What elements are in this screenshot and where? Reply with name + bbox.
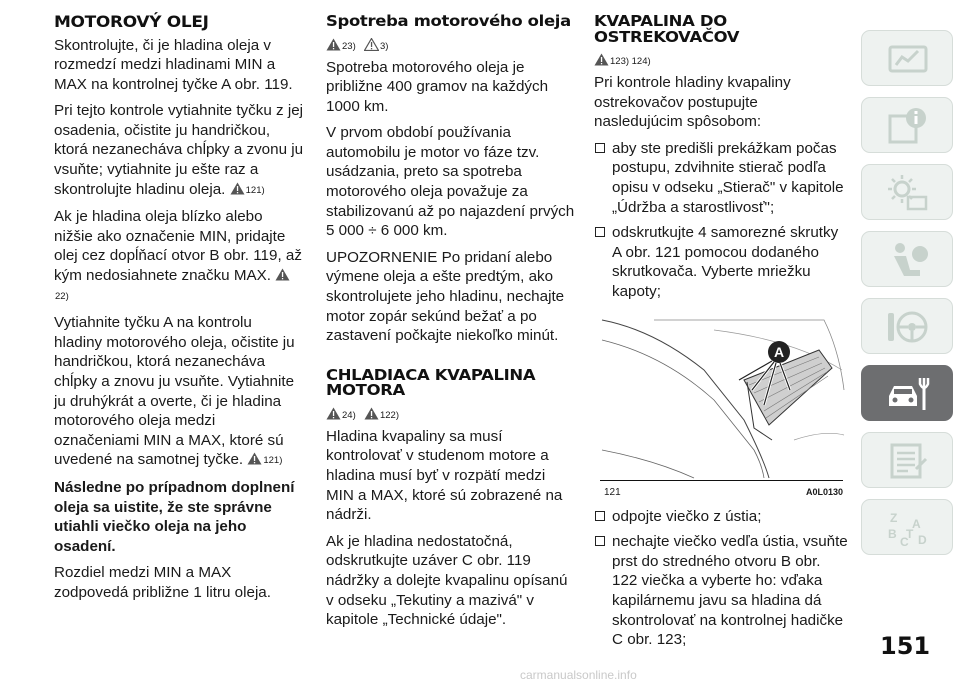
- warning-triangle-icon: [594, 53, 609, 66]
- index-letter: A: [912, 517, 921, 531]
- footnote-ref: 122): [379, 409, 399, 421]
- paragraph: Pri tejto kontrole vytiahnite tyčku z jej osadenia, očistite ju handričkou, ktorá nezanecháva chĺpky a zvonu ju vsuňte; vytiahnite ju ešte raz a skontrolujte hladinu oleja. 121): [54, 102, 304, 198]
- paragraph: Hladina kvapaliny sa musí kontrolovať v studenom motore a hladina musí byť v rozpätí medzi MIN a MAX, ktoré sú zobrazené na nádrži.: [326, 427, 563, 524]
- warning-triangle-icon: [247, 452, 262, 465]
- index-letter: C: [900, 535, 909, 548]
- figure-121-hood-grille: [594, 310, 849, 498]
- paragraph: Ak je hladina oleja blízko alebo nižšie ako označenie MIN, pridajte olej cez dopĺňací otvor B obr. 119, až kým nedosiahnete značku MAX. 22): [54, 208, 302, 302]
- column-motor-oil: [54, 14, 304, 610]
- hood-grille-illustration: [594, 310, 849, 480]
- figure-callout-label: A: [773, 343, 785, 360]
- maintenance-icon: [886, 374, 930, 414]
- figure-number: 121: [604, 486, 621, 498]
- footnote-ref: 3): [379, 40, 389, 52]
- footnote-ref: 23): [342, 40, 356, 52]
- reference-line: [326, 405, 576, 421]
- steering-icon: [886, 307, 930, 347]
- tab-dashboard[interactable]: [861, 30, 953, 86]
- index-icon: [886, 508, 930, 548]
- tab-info[interactable]: [861, 97, 953, 153]
- airbag-icon: [886, 240, 930, 280]
- checkbox-bullet-icon: [595, 511, 605, 521]
- paragraph: Rozdiel medzi MIN a MAX zodpovedá približne 1 litru oleja.: [54, 564, 271, 601]
- tab-airbag[interactable]: [861, 231, 953, 287]
- paragraph: Ak je hladina nedostatočná, odskrutkujte uzáver C obr. 119 nádržky a dolejte kvapalinu opísanú v odseku „Tekutiny a mazivá" v kapitole „Technické údaje".: [326, 532, 568, 629]
- tab-steering[interactable]: [861, 298, 953, 354]
- paragraph: Skontrolujte, či je hladina oleja v rozmedzí medzi hladinami MIN a MAX na kontrolnej tyčke A obr. 119.: [54, 36, 293, 93]
- checkbox-bullet-icon: [595, 536, 605, 546]
- index-letter: Z: [890, 511, 898, 525]
- chapter-tabs: [861, 30, 957, 566]
- info-icon: [886, 106, 930, 146]
- index-letter: B: [888, 527, 897, 541]
- list-item: aby ste predišli prekážkam počas postupu, zdvihnite stierač podľa opisu v odseku „Stierač" v kapitole „Údržba a starostlivosť";: [594, 139, 849, 217]
- index-letter: T: [906, 527, 914, 541]
- checkbox-bullet-icon: [595, 227, 605, 237]
- paragraph: Pri kontrole hladiny kvapaliny ostrekovačov postupujte nasledujúcim spôsobom:: [594, 74, 791, 131]
- figure-caption: [600, 480, 843, 498]
- section-title-washer-fluid: KVAPALINA DO OSTREKOVAČOV: [594, 12, 740, 46]
- specs-icon: [886, 441, 930, 481]
- paragraph: UPOZORNENIE Po pridaní alebo výmene oleja a ešte predtým, ako skontrolujete jeho hladinu, nechajte motor zopár sekúnd bežať a po zastavení počkajte niekoľko minút.: [326, 248, 565, 345]
- warning-lights-icon: [886, 173, 930, 213]
- warning-triangle-icon: [326, 38, 341, 51]
- warning-triangle-icon: [275, 268, 290, 281]
- warning-triangle-icon: [230, 182, 245, 195]
- footnote-ref: 121): [245, 184, 265, 196]
- list-item: nechajte viečko vedľa ústia, vsuňte prst do stredného otvoru B obr. 122 viečka a vyberte ho: vďaka kapilárnemu javu sa hladina dá skontrolovať na kontrolnej hadičke C obr. 123;: [594, 532, 849, 650]
- section-title-coolant: CHLADIACA KVAPALINA MOTORA: [326, 365, 536, 400]
- page-number: 151: [880, 632, 931, 660]
- column-washer-fluid: [594, 14, 849, 656]
- warning-triangle-icon: [326, 407, 341, 420]
- section-title-motor-oil: MOTOROVÝ OLEJ: [54, 12, 209, 31]
- list-item: odpojte viečko z ústia;: [594, 507, 849, 527]
- paragraph: Spotreba motorového oleja je približne 400 gramov na každých 1000 km.: [326, 58, 549, 115]
- tab-maintenance[interactable]: [861, 365, 953, 421]
- dashboard-icon: [886, 39, 930, 79]
- tab-warning-lights[interactable]: [861, 164, 953, 220]
- paragraph: V prvom období používania automobilu je motor vo fáze tzv. usádzania, preto sa spotreba motorového oleja považuje za stabilizovanú až po najazdení prvých 5 000 ÷ 6 000 km.: [326, 124, 575, 240]
- tab-index[interactable]: [861, 499, 953, 555]
- column-oil-consumption: [326, 14, 576, 637]
- reference-line: [326, 36, 576, 52]
- footnote-ref: 121): [263, 455, 283, 467]
- watermark: carmanualsonline.info: [520, 668, 637, 682]
- paragraph: Vytiahnite tyčku A na kontrolu hladiny motorového oleja, očistite ju handričkou, ktorá nezanecháva chĺpky a znovu ju vsuňte. Vytiahnite ju druhýkrát a overte, či je hladina motorového oleja medzi označeniami MIN a MAX, ktoré sú uvedené na samotnej tyčke. 121): [54, 314, 295, 469]
- index-letter: D: [918, 533, 927, 547]
- section-title-oil-consumption: Spotreba motorového oleja: [326, 12, 571, 30]
- caution-triangle-icon: [364, 38, 379, 51]
- footnote-ref: 123) 124): [610, 56, 651, 67]
- list-item: odskrutkujte 4 samorezné skrutky A obr. 121 pomocou dodaného skrutkovača. Vyberte mriežku kapoty;: [594, 223, 849, 301]
- warning-triangle-icon: [364, 407, 379, 420]
- reference-line: [594, 51, 849, 67]
- figure-code: A0L0130: [805, 486, 843, 497]
- paragraph-bold: Následne po prípadnom doplnení oleja sa uistite, že ste správne utiahli viečko oleja na jeho osadení.: [54, 478, 295, 555]
- checkbox-bullet-icon: [595, 143, 605, 153]
- tab-specs[interactable]: [861, 432, 953, 488]
- footnote-ref: 24): [342, 409, 356, 421]
- footnote-ref: 22): [55, 290, 69, 302]
